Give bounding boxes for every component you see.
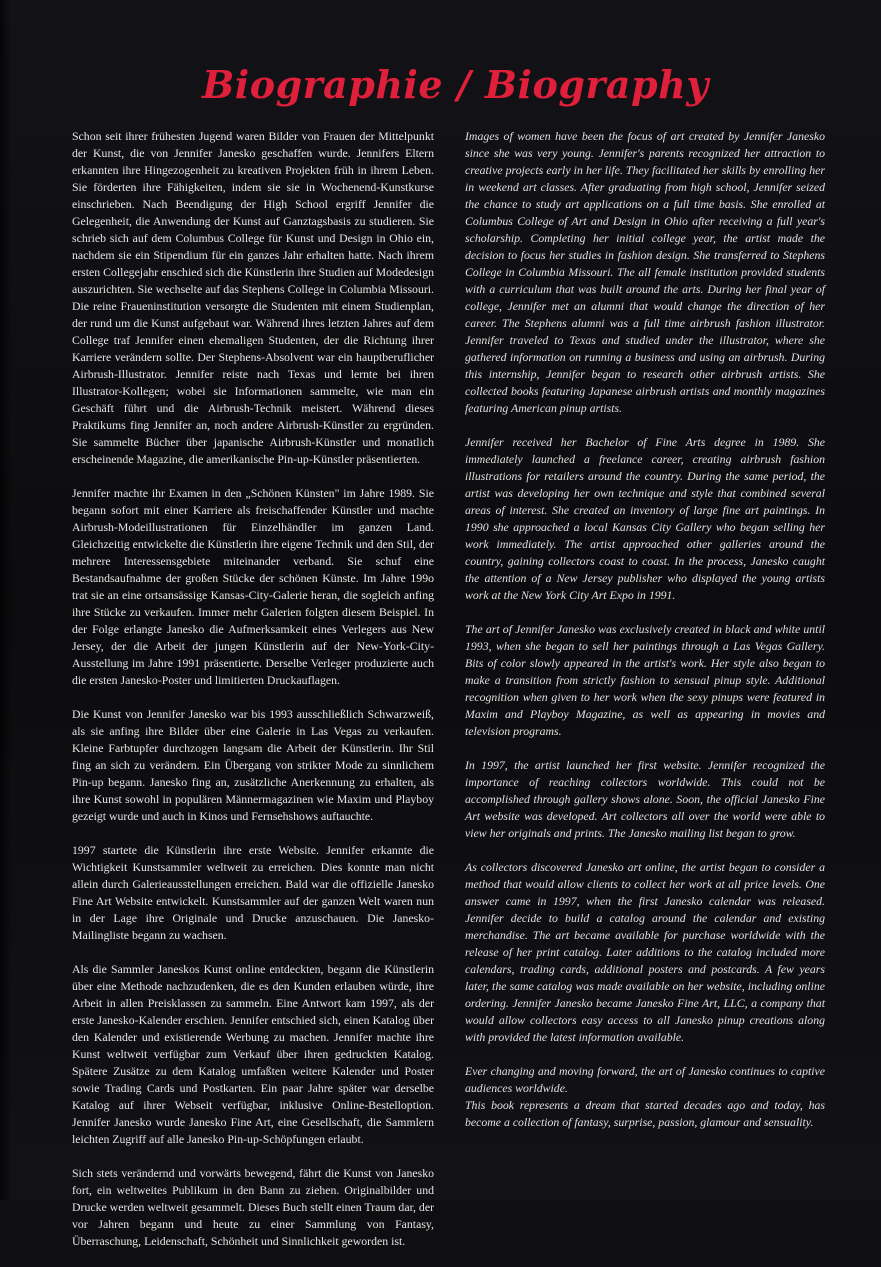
english-paragraph: Ever changing and moving forward, the art of Janesko continues to captive audiences worldwide. bbox=[465, 1064, 825, 1095]
german-paragraph: Sich stets verändernd und vorwärts bewegend, fährt die Kunst von Janesko fort, ein weltweites Publikum in den Bann zu ziehen. Originalbilder und Drucke werden weltweit gesammelt. Dieses Buch stellt einen Traum dar, der vor Jahren begann und heute zu einer Sammlung von Fantasy, Überraschung, Leidenschaft, Schönheit und Sinnlichkeit geworden ist. bbox=[72, 1166, 434, 1248]
german-paragraph: Als die Sammler Janeskos Kunst online entdeckten, begann die Künstlerin über eine Methode nachzudenken, die es den Kunden erlauben würde, ihre Arbeit in allen Preisklassen zu sammeln. Eine Antwort kam 1997, als der erste Janesko-Kalender erschien. Jennifer entschied sich, einen Katalog über den Kalender und existierende Werbung zu machen. Jennifer machte ihre Kunst weltweit verfügbar zum Verkauf über ihren gedruckten Katalog. Spätere Zusätze zu dem Katalog umfaßten weitere Kalender und Poster sowie Trading Cards und Postkarten. Ein paar Jahre später war derselbe Katalog auf ihrer Webseit verfügbar, inklusive Online-Bestelloption. Jennifer Janesko wurde Janesko Fine Art, eine Gesellschaft, die Sammlern leichten Zugriff auf alle Janesko Pin-up-Schöpfungen erlaubt. bbox=[72, 962, 434, 1146]
english-paragraph: Jennifer received her Bachelor of Fine Arts degree in 1989. She immediately launched a freelance career, creating airbrush fashion illustrations for retailers around the country. During the same period, the artist was developing her own technique and style that combined several areas of interest. She created an inventory of large fine art paintings. In 1990 she approached a local Kansas City Gallery who began selling her work immediately. The artist approached other galleries around the country, gaining collectors coast to coast. In the process, Janesko caught the attention of a New Jersey publisher who displayed the young artists work at the New York City Art Expo in 1991. bbox=[465, 435, 825, 602]
english-paragraph: Images of women have been the focus of art created by Jennifer Janesko since she was very young. Jennifer's parents recognized her attraction to creative projects early in her life. They facilitated her skills by enrolling her in weekend art classes. After graduating from high school, Jennifer seized the chance to study art applications on a full time basis. She enrolled at Columbus College of Art and Design in Ohio after receiving a full year's scholarship. Completing her initial college year, the artist made the decision to focus her studies in fashion design. She transferred to Stephens College in Columbia Missouri. The all female institution provided students with a curriculum that was built around the arts. During her final year of college, Jennifer met an alumni that would change the direction of her career. The Stephens alumni was a full time airbrush fashion illustrator. Jennifer traveled to Texas and studied under the illustrator, where she gathered information on running a business and using an airbrush. During this internship, Jennifer began to research other airbrush artists. She collected books featuring Japanese airbrush artists and monthly magazines featuring American pinup artists. bbox=[465, 129, 825, 415]
page-title: Biographie / Biography bbox=[202, 62, 709, 107]
english-paragraph: This book represents a dream that started decades ago and today, has become a collection of fantasy, surprise, passion, glamour and sensuality. bbox=[465, 1098, 825, 1129]
german-column bbox=[72, 128, 434, 1267]
german-paragraph: Die Kunst von Jennifer Janesko war bis 1993 ausschließlich Schwarzweiß, als sie anfing ihre Bilder über eine Galerie in Las Vegas zu verkaufen. Kleine Farbtupfer durchzogen langsam die Arbeit der Künstlerin. Ihr Stil fing an sich zu verändern. Ein Übergang von strikter Mode zu sinnlichem Pin-up begann. Janesko fing an, zusätzliche Anerkennung zu erhalten, als ihre Kunst sowohl in populären Männermagazinen wie Maxim und Playboy gezeigt wurde und auch in Kinos und Fernsehshows auftauchte. bbox=[72, 707, 434, 823]
english-paragraph: In 1997, the artist launched her first website. Jennifer recognized the importance of reaching collectors worldwide. This could not be accomplished through gallery shows alone. Soon, the official Janesko Fine Art website was developed. Art collectors all over the world were able to view her originals and prints. The Janesko mailing list began to grow. bbox=[465, 758, 825, 840]
english-column bbox=[465, 128, 825, 1148]
page-spine-shadow bbox=[0, 0, 12, 1200]
german-paragraph: Schon seit ihrer frühesten Jugend waren Bilder von Frauen der Mittelpunkt der Kunst, die von Jennifer Janesko geschaffen wurde. Jennifers Eltern erkannten ihre Hingezogenheit zu kreativen Projekten früh in ihrem Leben. Sie förderten ihre Fähigkeiten, indem sie sie in Wochenend-Kunstkurse einschrieben. Nach Beendigung der High School ergriff Jennifer die Gelegenheit, die Anwendung der Kunst auf Ganztagsbasis zu studieren. Sie schrieb sich auf dem Columbus College für Kunst und Design in Ohio ein, nachdem sie ein Stipendium für ein ganzes Jahr erhalten hatte. Nach ihrem ersten Collegejahr enschied sich die Künstlerin ihre Studien auf Modedesign auszurichten. Sie wechselte auf das Stephens College in Columbia Missouri. Die reine Fraueninstitution versorgte die Studenten mit einem Studienplan, der rund um die Kunst aufgebaut war. Während ihres letzten Jahres auf dem College traf Jennifer einen ehemaligen Studenten, der die Richtung ihrer Karriere verändern sollte. Der Stephens-Absolvent war ein hauptberuflicher Airbrush-Illustrator. Jennifer reiste nach Texas und lernte bei ihren Illustrator-Kollegen; wobei sie Informationen sammelte, wie man ein Geschäft führt und die Airbrush-Technik meistert. Während dieses Praktikums fing Jennifer an, noch andere Airbrush-Künstler zu ergründen. Sie sammelte Bücher über japanische Airbrush-Künstler und monatlich erscheinende Magazine, die amerikanische Pin-up-Künstler präsentierten. bbox=[72, 129, 435, 466]
english-paragraph: As collectors discovered Janesko art online, the artist began to consider a method that would allow clients to collect her work at all price levels. One answer came in 1997, when the first Janesko calendar was released. Jennifer decide to build a catalog around the calendar and existing merchandise. The art became available for purchase worldwide with the release of her print catalog. Later additions to the catalog included more calendars, trading cards, additional posters and postcards. A few years later, the same catalog was made available on her website, including online ordering. Jennifer Janesko became Janesko Fine Art, LLC, a company that would allow collectors easy access to all Janesko pinup creations along with provided the latest information available. bbox=[465, 860, 825, 1044]
german-paragraph: 1997 startete die Künstlerin ihre erste Website. Jennifer erkannte die Wichtigkeit Kunstsammler weltweit zu erreichen. Dies konnte man nicht allein durch Galerieausstellungen erreichen. Bald war die offizielle Janesko Fine Art Website entwickelt. Kunstsammler auf der ganzen Welt waren nun in der Lage ihre Originale und Drucke anzuschauen. Die Janesko-Mailingliste begann zu wachsen. bbox=[72, 843, 434, 942]
english-paragraph: The art of Jennifer Janesko was exclusively created in black and white until 1993, when she began to sell her paintings through a Las Vegas Gallery. Bits of color slowly appeared in the artist's work. Her style also began to make a transition from strictly fashion to sensual pinup style. Additional recognition when given to her work when the sexy pinups were featured in Maxim and Playboy Magazine, as well as appearing in movies and television programs. bbox=[465, 622, 825, 738]
german-paragraph: Jennifer machte ihr Examen in den „Schönen Künsten" im Jahre 1989. Sie begann sofort mit einer Karriere als freischaffender Künstler und machte Airbrush-Modeillustrationen für Einzelhändler im ganzen Land. Gleichzeitig entwickelte die Künstlerin ihre eigene Technik und den Stil, der mehrere Interessensgebiete miteinander verband. Sie schuf eine Bestandsaufnahme der großen Stücke der schönen Künste. Im Jahre 199o trat sie an eine ortsansässige Kansas-City-Galerie heran, die sogleich anfing ihre Stücke zu verkaufen. Immer mehr Galerien folgten diesem Beispiel. In der Folge erlangte Janesko die Aufmerksamkeit eines Verlegers aus New Jersey, der die Arbeit der jungen Künstlerin auf der New-York-City-Ausstellung im Jahre 1991 präsentierte. Derselbe Verleger produzierte auch die ersten Janesko-Poster und limitierten Druckauflagen. bbox=[72, 486, 434, 687]
